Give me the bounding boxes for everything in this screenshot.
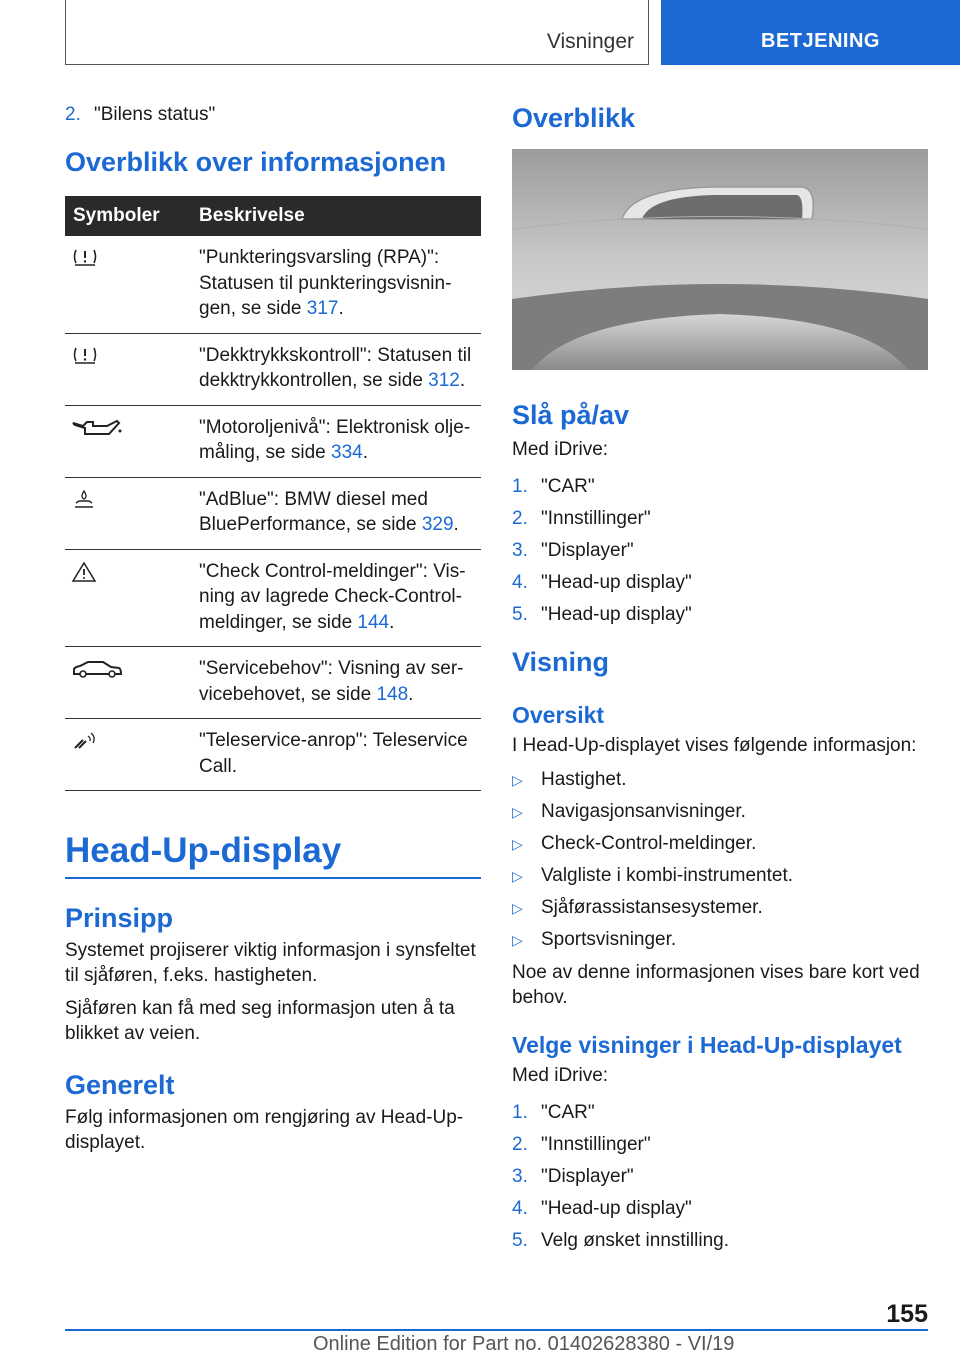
teleservice-icon	[71, 730, 101, 752]
list-item: ▷ Navigasjonsanvisninger.	[512, 801, 746, 822]
page-link[interactable]: 317	[306, 298, 339, 319]
principle-paragraph-2: Sjåføren kan få med seg informasjon uten å ta blikket av veien.	[65, 998, 455, 1044]
left-column	[65, 103, 481, 1155]
row-description: "Teleservice-anrop": Teleservice Call.	[191, 719, 481, 791]
list-item: 2. "Innstillinger"	[512, 1134, 651, 1155]
row-description: "Check Control-meldinger": Vis-ning av lagrede Check-Control-meldinger, se side 144.	[191, 549, 481, 647]
list-item: 2. "Innstillinger"	[512, 508, 651, 529]
header-section-title: Visninger	[546, 30, 634, 53]
dashboard-image	[512, 149, 928, 370]
footer-rule	[65, 1329, 928, 1331]
page-link[interactable]: 312	[428, 370, 460, 391]
hud-photo	[512, 149, 928, 370]
page-link[interactable]: 334	[331, 442, 363, 463]
column-header-symbols: Symboler	[65, 196, 191, 236]
list-item: ▷ Hastighet.	[512, 769, 627, 790]
general-heading: Generelt	[65, 1070, 175, 1100]
overview-heading: Overblikk	[512, 103, 636, 133]
row-description: "Punkteringsvarsling (RPA)": Statusen til punkteringsvisnin-gen, se side 317.	[191, 236, 481, 333]
table-row	[65, 477, 481, 549]
onoff-heading: Slå på/av	[512, 400, 630, 430]
select-heading: Velge visninger i Head-Up-displayet	[512, 1032, 902, 1058]
table-row	[65, 333, 481, 405]
list-item: 4. "Head-up display"	[512, 1198, 692, 1219]
list-item: 5. "Head-up display"	[512, 604, 692, 625]
page-link[interactable]: 329	[421, 514, 454, 535]
list-item: 3. "Displayer"	[512, 1166, 634, 1187]
table-row	[65, 405, 481, 477]
row-description: "Dekktrykkskontroll": Statusen til dekktrykkontrollen, se side 312.	[191, 333, 481, 405]
list-text: "Bilens status"	[94, 104, 216, 125]
row-description: "Motoroljenivå": Elektronisk olje-måling, se side 334.	[191, 405, 481, 477]
edition-note: Online Edition for Part no. 01402628380 - VI/19	[313, 1333, 735, 1355]
symbol-table	[65, 196, 481, 791]
select-intro: Med iDrive:	[512, 1065, 609, 1086]
list-item: 5. Velg ønsket innstilling.	[512, 1230, 729, 1251]
tire-warning-icon	[71, 345, 99, 365]
page-link[interactable]: 148	[376, 683, 409, 705]
list-item: ▷ Check-Control-meldinger.	[512, 833, 757, 854]
list-item: ▷ Valgliste i kombi-instrumentet.	[512, 865, 794, 886]
page-link[interactable]: 144	[357, 611, 390, 633]
list-item: ▷ Sportsvisninger.	[512, 929, 677, 950]
list-item: ▷ Sjåførassistansesystemer.	[512, 897, 763, 918]
summary-note: Noe av denne informasjonen vises bare kort ved behov.	[512, 962, 920, 1008]
header-section-box	[65, 0, 649, 65]
warning-triangle-icon	[71, 561, 97, 583]
column-header-description: Beskrivelse	[191, 196, 481, 236]
header-chapter-tab[interactable]	[661, 0, 960, 65]
list-item	[65, 103, 481, 127]
onoff-intro: Med iDrive:	[512, 439, 609, 460]
display-heading: Visning	[512, 647, 610, 677]
hud-heading: Head-Up-display	[65, 831, 342, 870]
general-paragraph: Følg informasjonen om rengjøring av Head-Up-displayet.	[65, 1107, 464, 1153]
right-column	[512, 103, 928, 1261]
row-description: "Servicebehov": Visning av ser-vicebehovet, se side 148.	[191, 647, 481, 719]
tire-warning-icon	[71, 247, 99, 267]
list-item: 4. "Head-up display"	[512, 572, 692, 593]
summary-heading: Oversikt	[512, 702, 605, 728]
table-row	[65, 719, 481, 791]
list-number: 2.	[65, 104, 81, 125]
table-section-title: Overblikk over informasjonen	[65, 147, 447, 177]
list-item: 3. "Displayer"	[512, 540, 634, 561]
onoff-steps	[512, 475, 928, 627]
service-car-icon	[71, 658, 123, 680]
list-item: 1. "CAR"	[512, 476, 595, 497]
adblue-icon	[71, 489, 97, 511]
principle-paragraph-1: Systemet projiserer viktig informasjon i synsfeltet til sjåføren, f.eks. hastigheten.	[65, 940, 476, 986]
list-item: 1. "CAR"	[512, 1102, 595, 1123]
summary-intro: I Head-Up-displayet vises følgende informasjon:	[512, 735, 917, 756]
feature-list	[512, 768, 928, 952]
header-chapter-title: BETJENING	[761, 30, 880, 52]
table-row	[65, 236, 481, 333]
table-row	[65, 647, 481, 719]
principle-heading: Prinsipp	[65, 903, 174, 933]
oil-can-icon	[71, 417, 123, 439]
table-row	[65, 549, 481, 647]
heading-rule	[65, 877, 481, 879]
row-description: "AdBlue": BMW diesel med BluePerformance, se side 329.	[191, 477, 481, 549]
page-number: 155	[886, 1300, 928, 1328]
select-steps	[512, 1101, 928, 1253]
